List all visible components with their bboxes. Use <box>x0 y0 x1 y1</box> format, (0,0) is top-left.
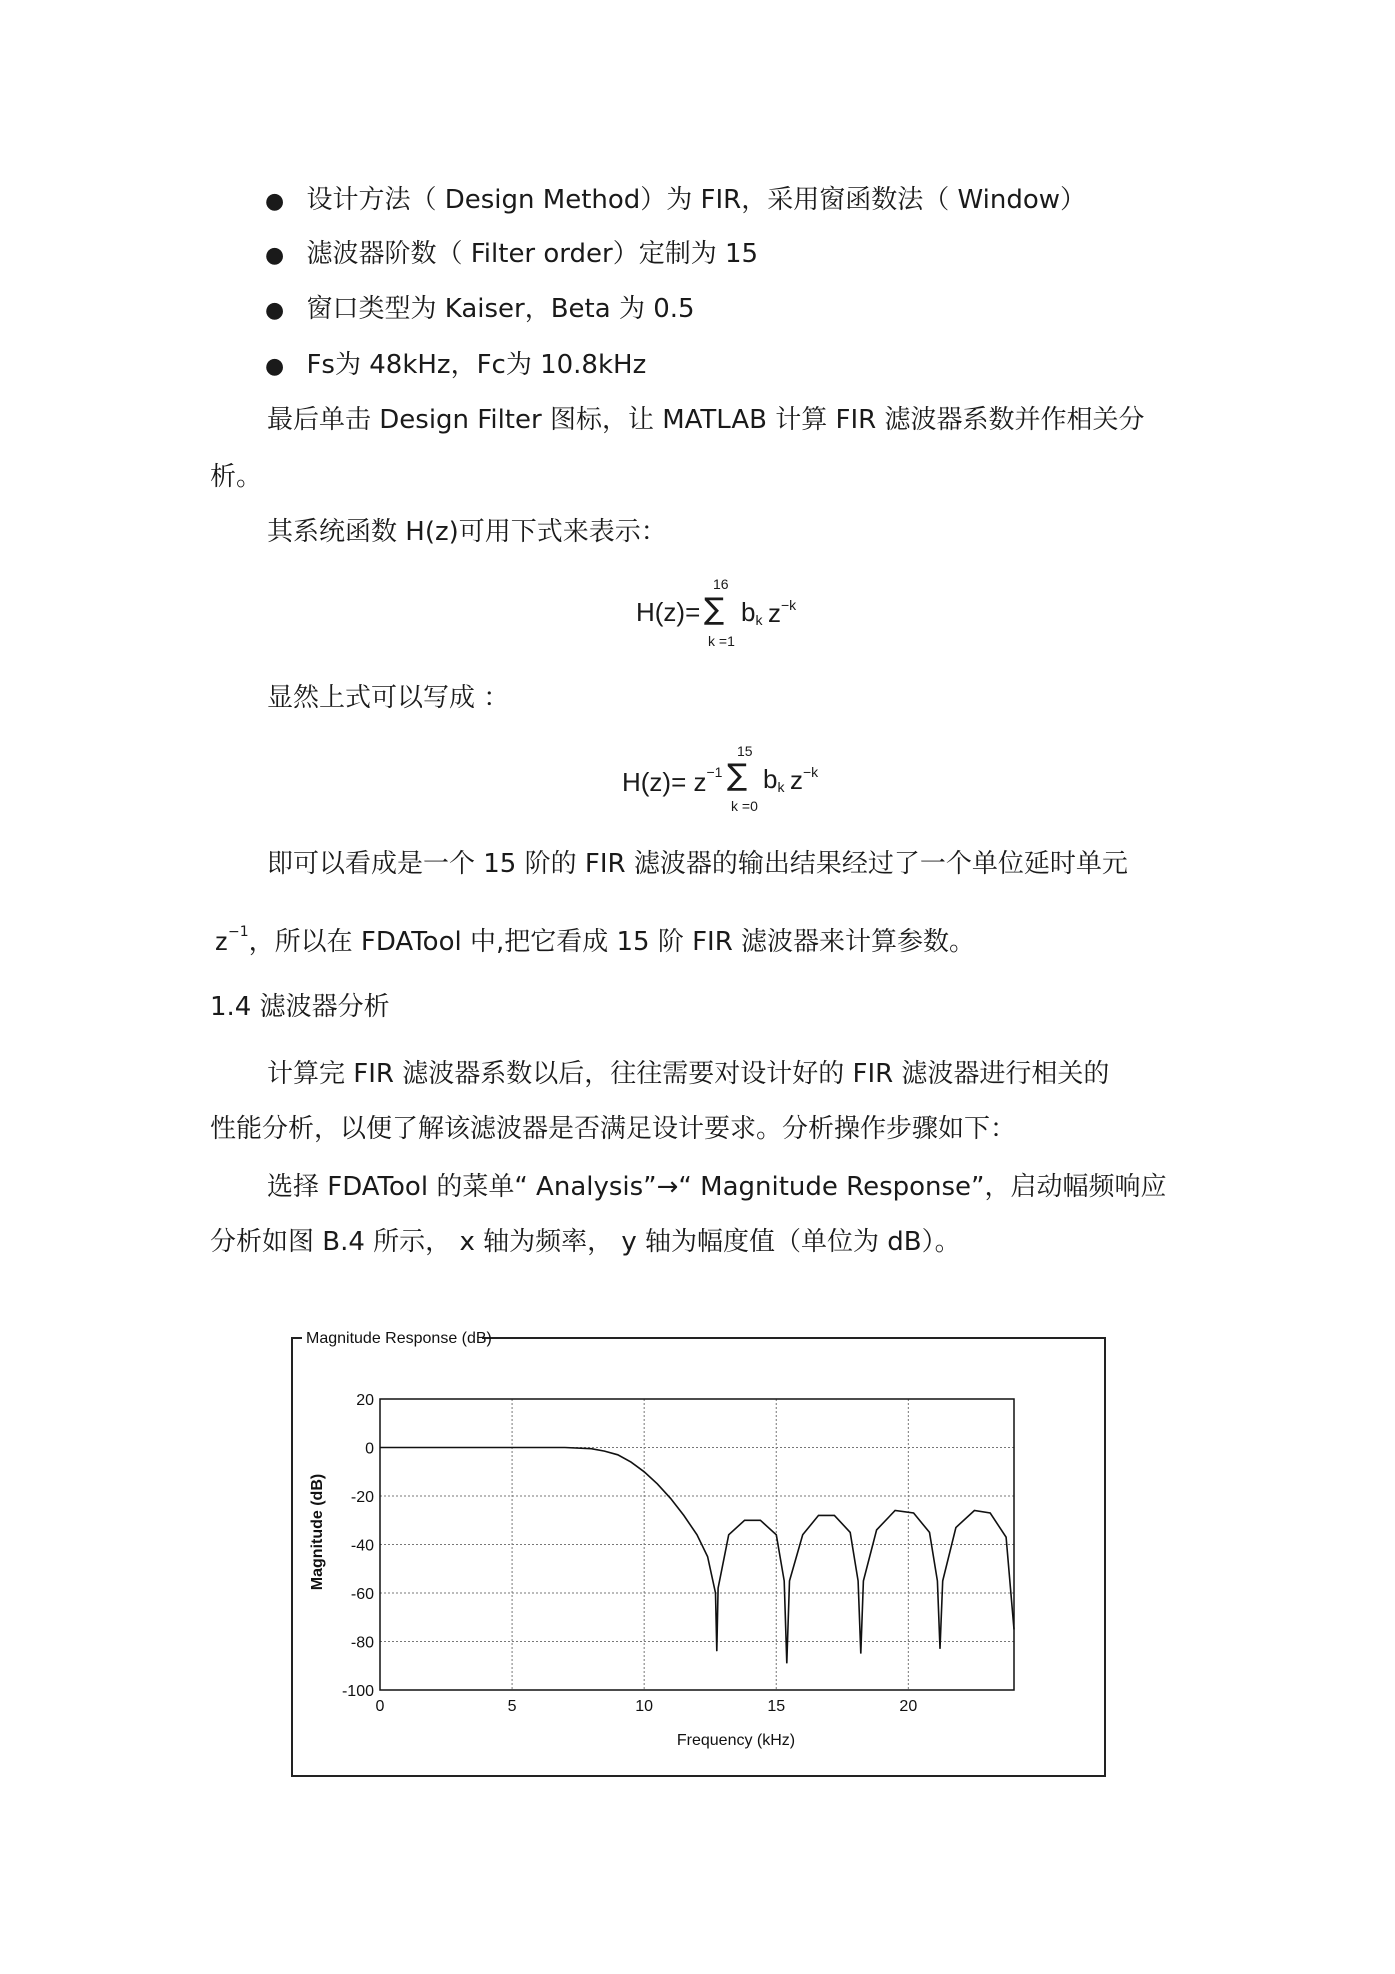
y-tick-label: -60 <box>350 1586 374 1603</box>
bullet-dot: ● <box>265 298 285 323</box>
paragraph-line: 性能分析，以便了解该滤波器是否满足设计要求。分析操作步骤如下： <box>210 1114 1017 1144</box>
paragraph-line: 析。 <box>210 462 263 492</box>
paragraph-line: 计算完 FIR 滤波器系数以后，往往需要对设计好的 FIR 滤波器进行相关的 <box>267 1059 1110 1089</box>
bullet-dot: ● <box>265 243 285 268</box>
z-variable: $z^{-k}$ <box>768 597 797 628</box>
paragraph-line: 选择 FDATool 的菜单“ Analysis”→“ Magnitude Response”，启动幅频响应 <box>267 1172 1167 1202</box>
magnitude-response-chart <box>286 1312 1118 1782</box>
x-axis-label: Frequency (kHz) <box>676 1732 796 1749</box>
x-tick-label: 10 <box>635 1698 654 1715</box>
y-tick-label: 20 <box>356 1392 374 1409</box>
bullet-dot: ● <box>265 189 285 214</box>
series-line <box>380 1448 1014 1664</box>
bullet-text: Fs为 48kHz，Fc为 10.8kHz <box>306 350 647 380</box>
sum-lower-limit: k =1 <box>708 633 735 649</box>
coefficient: $b_k$ <box>741 597 763 628</box>
list-item <box>265 350 646 382</box>
section-title: 1.4 滤波器分析 <box>210 992 390 1022</box>
magnitude-response-figure <box>286 1312 1118 1782</box>
x-tick-label: 5 <box>507 1698 517 1715</box>
paragraph-line: 分析如图 B.4 所示， x 轴为频率， y 轴为幅度值（单位为 dB）。 <box>210 1227 961 1257</box>
bullet-dot: ● <box>265 354 285 379</box>
bullet-text: 窗口类型为 Kaiser，Beta 为 0.5 <box>306 294 695 324</box>
list-item <box>265 185 1086 217</box>
paragraph-line: 其系统函数 H(z)可用下式来表示： <box>267 517 667 547</box>
sum-symbol: ∑ <box>704 592 725 627</box>
x-tick-label: 15 <box>767 1698 786 1715</box>
y-tick-label: -100 <box>341 1683 374 1700</box>
paragraph-line: 显然上式可以写成 ： <box>267 683 510 713</box>
sum-upper-limit: 15 <box>737 743 753 759</box>
y-tick-label: -20 <box>350 1489 374 1506</box>
sum-symbol: ∑ <box>727 758 748 793</box>
y-axis-label: Magnitude (dB) <box>309 1473 326 1591</box>
equation-lhs: H(z)= <box>636 597 701 627</box>
bullet-text: 设计方法（ Design Method）为 FIR，采用窗函数法（ Window） <box>306 185 1087 215</box>
x-tick-label: 0 <box>375 1698 385 1715</box>
paragraph-line: $z^{-1}$，所以在 FDATool 中,把它看成 15 阶 FIR 滤波器来计算参数。 <box>215 924 976 957</box>
paragraph-line: 最后单击 Design Filter 图标，让 MATLAB 计算 FIR 滤波器系数并作相关分 <box>267 405 1145 435</box>
sum-lower-limit: k =0 <box>731 798 758 814</box>
sum-upper-limit: 16 <box>713 576 729 592</box>
paragraph-line: 即可以看成是一个 15 阶的 FIR 滤波器的输出结果经过了一个单位延时单元 <box>267 849 1128 879</box>
x-tick-label: 20 <box>899 1698 918 1715</box>
figure-frame <box>292 1338 1105 1776</box>
list-item <box>265 294 695 326</box>
z-variable: $z^{-k}$ <box>790 764 819 795</box>
chart-title: Magnitude Response (dB) <box>306 1330 492 1347</box>
y-tick-label: -40 <box>350 1537 374 1555</box>
coefficient: $b_k$ <box>763 764 785 795</box>
plot-area <box>342 1392 1014 1715</box>
bullet-text: 滤波器阶数（ Filter order）定制为 15 <box>306 239 759 269</box>
y-tick-label: 0 <box>365 1440 374 1458</box>
list-item <box>265 239 758 271</box>
equation-lhs: $H(z)= z^{-1}$ <box>622 764 723 797</box>
y-tick-label: -80 <box>350 1634 374 1652</box>
